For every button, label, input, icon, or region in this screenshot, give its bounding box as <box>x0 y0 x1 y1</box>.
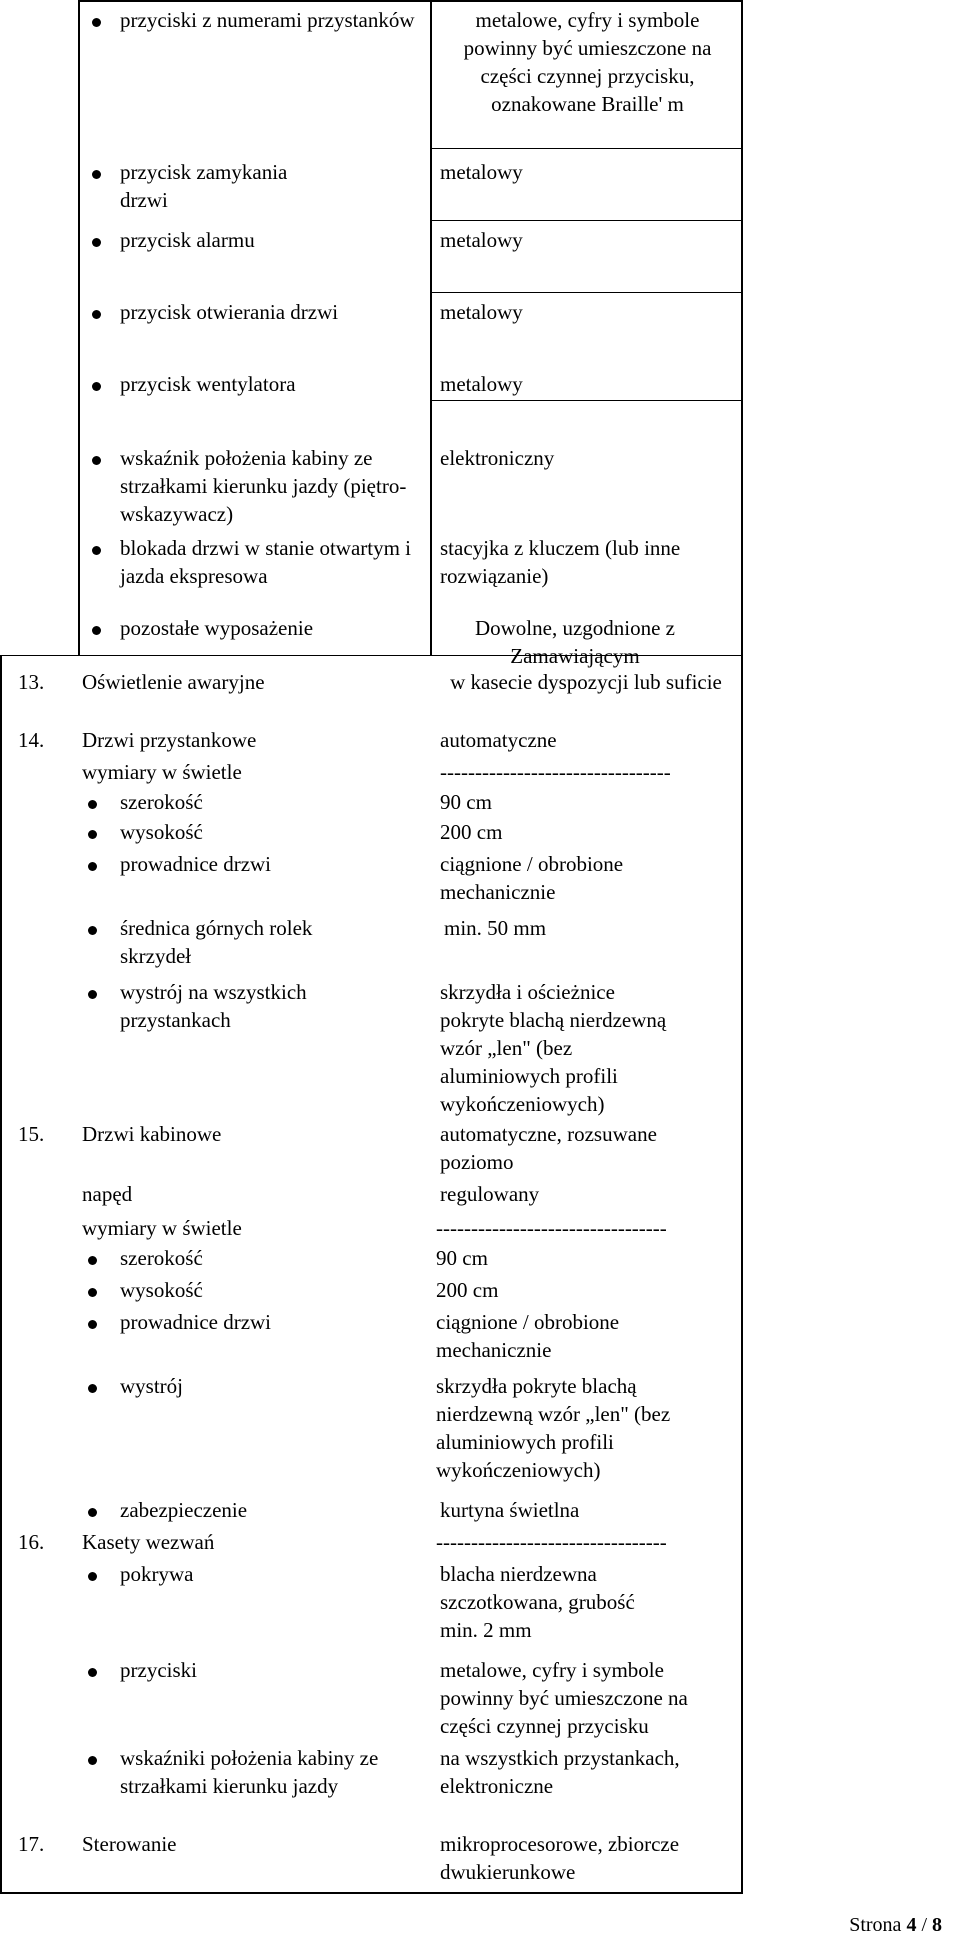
bullet-icon <box>92 546 101 555</box>
bullet-icon <box>88 1288 97 1297</box>
spec-value: skrzydła pokryte blachą nierdzewną wzór „len" (bez aluminiowych profili wykończeniowych) <box>436 1374 671 1482</box>
spec-value: metalowe, cyfry i symbole powinny być umieszczone na części czynnej przycisku, oznakowane Braille' m <box>463 8 712 116</box>
spec-value: metalowy <box>440 300 523 324</box>
section-number: 14. <box>18 728 45 752</box>
spec-value: 90 cm <box>436 1246 488 1270</box>
spec-value: Dowolne, uzgodnione z Zamawiającym <box>474 616 676 668</box>
bullet-icon <box>88 990 97 999</box>
spec-value: skrzydła i ościeżnice pokryte blachą nierdzewną wzór „len" (bez aluminiowych profili wykończeniowych) <box>440 980 667 1116</box>
spec-value: 90 cm <box>440 790 492 814</box>
spec-label: średnica górnych rolek skrzydeł <box>120 916 313 968</box>
spec-value: blacha nierdzewna szczotkowana, grubość min. 2 mm <box>440 1562 635 1642</box>
table-column-divider <box>430 0 432 655</box>
spec-value: min. 50 mm <box>444 916 547 940</box>
section-number: 16. <box>18 1530 45 1554</box>
total-pages: 8 <box>932 1914 942 1936</box>
current-page-number: 4 <box>906 1914 917 1936</box>
bullet-icon <box>88 830 97 839</box>
spec-label: przycisk alarmu <box>120 228 255 252</box>
spec-label: zabezpieczenie <box>120 1498 248 1522</box>
footer-separator: / <box>921 1914 927 1936</box>
spec-value: stacyjka z kluczem (lub inne rozwiązanie) <box>440 536 681 588</box>
section-label: Oświetlenie awaryjne <box>82 670 265 694</box>
spec-label: szerokość <box>120 790 203 814</box>
bullet-icon <box>88 926 97 935</box>
section-number: 17. <box>18 1832 45 1856</box>
dimensions-placeholder: --------------------------------- <box>436 1216 667 1240</box>
bullet-icon <box>92 18 101 27</box>
spec-label: przyciski <box>120 1658 197 1682</box>
dimensions-placeholder: --------------------------------- <box>440 760 671 784</box>
section-label: Sterowanie <box>82 1832 177 1856</box>
spec-value: metalowy <box>440 372 523 396</box>
bullet-icon <box>92 382 101 391</box>
bullet-icon <box>92 310 101 319</box>
bullet-icon <box>88 862 97 871</box>
drive-value: regulowany <box>440 1182 540 1206</box>
bullet-icon <box>92 170 101 179</box>
bullet-icon <box>88 1320 97 1329</box>
spec-value: ciągnione / obrobione mechanicznie <box>440 852 624 904</box>
spec-label: szerokość <box>120 1246 203 1270</box>
spec-value: 200 cm <box>436 1278 499 1302</box>
spec-label: wystrój na wszystkich przystankach <box>120 980 307 1032</box>
row-divider <box>430 220 743 221</box>
bullet-icon <box>88 1508 97 1517</box>
section-value: automatyczne <box>440 728 557 752</box>
row-divider <box>430 148 743 149</box>
dimensions-label: wymiary w świetle <box>82 1216 242 1240</box>
bullet-icon <box>88 1756 97 1765</box>
section-number: 15. <box>18 1122 45 1146</box>
row-divider <box>430 292 743 293</box>
table-border-top <box>78 0 743 2</box>
spec-label: blokada drzwi w stanie otwartym i jazda ekspresowa <box>120 536 412 588</box>
spec-value: 200 cm <box>440 820 503 844</box>
spec-value: metalowy <box>440 228 523 252</box>
spec-label: przycisk otwierania drzwi <box>120 300 339 324</box>
spec-label: przyciski z numerami przystanków <box>120 8 415 32</box>
spec-value: elektroniczny <box>440 446 555 470</box>
dimensions-label: wymiary w świetle <box>82 760 242 784</box>
bullet-icon <box>92 626 101 635</box>
section-value: mikroprocesorowe, zbiorcze dwukierunkowe <box>440 1832 680 1884</box>
section-label: Drzwi kabinowe <box>82 1122 222 1146</box>
spec-value: metalowe, cyfry i symbole powinny być umieszczone na części czynnej przycisku <box>440 1658 688 1738</box>
section-value: automatyczne, rozsuwane poziomo <box>440 1122 657 1174</box>
page-footer <box>849 1912 942 1938</box>
section-number: 13. <box>18 670 45 694</box>
section-value: --------------------------------- <box>436 1530 667 1554</box>
bullet-icon <box>92 238 101 247</box>
bullet-icon <box>88 1256 97 1265</box>
section-label: Kasety wezwań <box>82 1530 215 1554</box>
row-divider <box>430 400 743 401</box>
spec-label: pokrywa <box>120 1562 194 1586</box>
bullet-icon <box>88 1572 97 1581</box>
table-border-bottom <box>0 1892 743 1894</box>
spec-label: przycisk zamykania drzwi <box>120 160 288 212</box>
spec-label: wskaźniki położenia kabiny ze strzałkami kierunku jazdy <box>120 1746 379 1798</box>
spec-label: przycisk wentylatora <box>120 372 296 396</box>
table-border-right <box>741 0 743 1892</box>
drive-label: napęd <box>82 1182 133 1206</box>
bullet-icon <box>92 456 101 465</box>
spec-label: prowadnice drzwi <box>120 1310 272 1334</box>
spec-label: pozostałe wyposażenie <box>120 616 314 640</box>
bullet-icon <box>88 1384 97 1393</box>
footer-prefix: Strona <box>849 1914 902 1936</box>
spec-label: wystrój <box>120 1374 183 1398</box>
spec-value: kurtyna świetlna <box>440 1498 580 1522</box>
spec-value: ciągnione / obrobione mechanicznie <box>436 1310 620 1362</box>
bullet-icon <box>88 1668 97 1677</box>
spec-value: na wszystkich przystankach, elektroniczne <box>440 1746 680 1798</box>
spec-label: prowadnice drzwi <box>120 852 272 876</box>
spec-label: wysokość <box>120 1278 203 1302</box>
table-border-left-lower <box>0 655 2 1892</box>
section-label: Drzwi przystankowe <box>82 728 257 752</box>
bullet-icon <box>88 800 97 809</box>
section-value: w kasecie dyspozycji lub suficie <box>450 670 722 694</box>
spec-value: metalowy <box>440 160 523 184</box>
table-border-left <box>78 0 80 655</box>
spec-label: wysokość <box>120 820 203 844</box>
spec-label: wskaźnik położenia kabiny ze strzałkami kierunku jazdy (piętro-wskazywacz) <box>120 446 407 526</box>
